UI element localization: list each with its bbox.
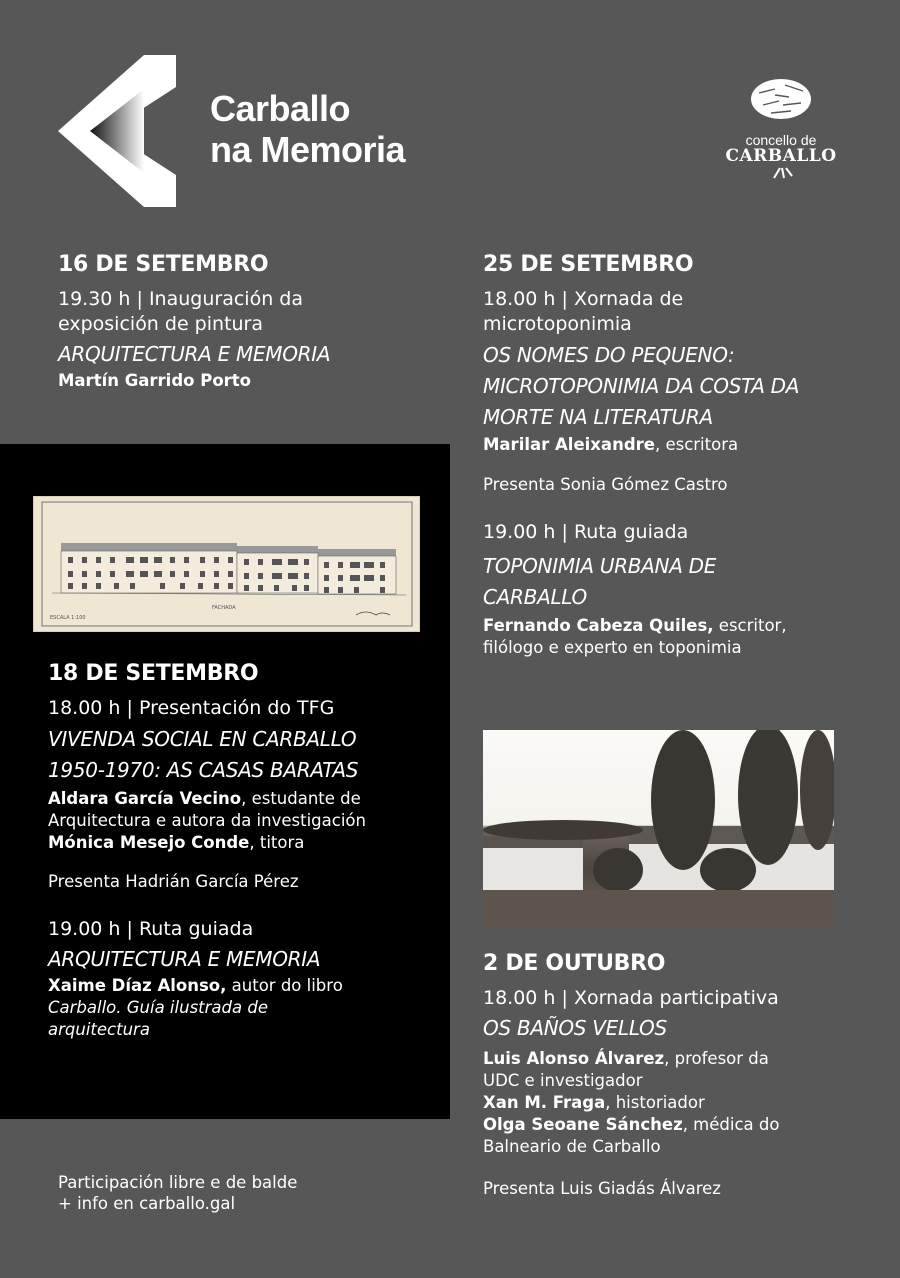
speaker-name: Fernando Cabeza Quiles,	[483, 616, 714, 635]
roots-icon	[766, 166, 796, 180]
time-line: microtoponimia	[483, 313, 632, 335]
event-time	[58, 287, 330, 337]
speaker-name: Martín Garrido Porto	[58, 371, 252, 390]
event-sep16	[58, 251, 330, 392]
title-line: MORTE NA LITERATURA	[483, 405, 713, 429]
event-date: 2 DE OUTUBRO	[483, 951, 666, 976]
speaker-name: Marilar Aleixandre	[483, 435, 655, 454]
carballo-label: CARBALLO	[725, 146, 837, 166]
event-sep18	[48, 660, 443, 1041]
speaker-role: , estudante de	[241, 789, 361, 808]
svg-text:FACHADA: FACHADA	[212, 605, 236, 611]
time-line: 19.30 h | Inauguración da	[58, 288, 303, 310]
carballo-na-memoria-logo-icon	[58, 55, 176, 207]
presenter: Presenta Sonia Gómez Castro	[483, 475, 728, 494]
event-time: 18.00 h | Presentación do TFG	[48, 697, 335, 719]
tree-icon	[745, 75, 817, 125]
event-date: 18 DE SETEMBRO	[48, 661, 259, 686]
event-date: 16 DE SETEMBRO	[58, 252, 269, 277]
event-oct2	[483, 950, 883, 1200]
speaker-role: filólogo e experto en toponimia	[483, 638, 742, 657]
speaker-role: , médica do	[682, 1115, 780, 1134]
building-facade-icon	[34, 497, 419, 631]
title-line: OS NOMES DO PEQUENO:	[483, 343, 735, 367]
event-title: ARQUITECTURA E MEMORIA	[58, 342, 331, 366]
event-date: 25 DE SETEMBRO	[483, 252, 694, 277]
speaker-name: Mónica Mesejo Conde	[48, 833, 250, 852]
title-line: 1950-1970: AS CASAS BARATAS	[48, 758, 359, 782]
svg-text:ESCALA 1:100: ESCALA 1:100	[50, 615, 86, 621]
event-title: OS BAÑOS VELLOS	[483, 1016, 667, 1040]
event-title: ARQUITECTURA E MEMORIA	[48, 947, 321, 971]
facade-drawing-image	[33, 496, 420, 632]
logo-line-1: Carballo	[210, 88, 351, 129]
event-time: 19.00 h | Ruta guiada	[48, 918, 254, 940]
presenter: Presenta Hadrián García Pérez	[48, 872, 299, 891]
event-title	[48, 724, 443, 786]
event-sep25	[483, 251, 883, 659]
title-line: CARBALLO	[483, 585, 587, 609]
speaker-name: Luis Alonso Álvarez	[483, 1049, 665, 1068]
event-time: 18.00 h | Xornada participativa	[483, 987, 779, 1009]
speaker-role: UDC e investigador	[483, 1071, 643, 1090]
speaker-name: Xaime Díaz Alonso,	[48, 976, 227, 995]
title-line: TOPONIMIA URBANA DE	[483, 554, 717, 578]
speakers	[483, 1048, 883, 1158]
event-title	[483, 340, 883, 433]
historic-building-photo-icon	[483, 730, 834, 927]
event-title	[483, 551, 883, 613]
speaker-role: , escritora	[654, 435, 739, 454]
speaker-name: Xan M. Fraga	[483, 1093, 606, 1112]
event-title-logo	[210, 88, 405, 170]
speaker-role: , profesor da	[664, 1049, 769, 1068]
speaker-name: Olga Seoane Sánchez	[483, 1115, 683, 1134]
event-time	[483, 287, 883, 337]
speaker-role: Arquitectura e autora da investigación	[48, 811, 366, 830]
footer-info	[58, 1172, 297, 1214]
time-line: exposición de pintura	[58, 313, 264, 335]
speaker-role: escritor,	[713, 616, 787, 635]
speaker-role: Balneario de Carballo	[483, 1137, 661, 1156]
free-entry-note: Participación libre e de balde	[58, 1173, 298, 1192]
speaker-role: autor do libro	[226, 976, 343, 995]
speaker-role: , historiador	[605, 1093, 705, 1112]
title-line: VIVENDA SOCIAL EN CARBALLO	[48, 727, 357, 751]
speaker-role: , titora	[249, 833, 305, 852]
concello-de-carballo-logo	[725, 75, 837, 184]
banos-vellos-photo	[483, 730, 834, 927]
title-line: MICROTOPONIMIA DA COSTA DA	[483, 374, 800, 398]
speakers	[48, 788, 443, 854]
book-title: arquitectura	[48, 1020, 150, 1039]
time-line: 18.00 h | Xornada de	[483, 288, 684, 310]
speakers	[48, 975, 443, 1041]
more-info-link[interactable]: + info en carballo.gal	[58, 1194, 236, 1213]
speakers	[483, 434, 883, 456]
speaker-name: Aldara García Vecino	[48, 789, 242, 808]
concello-label: concello de	[745, 132, 817, 148]
presenter: Presenta Luis Giadás Álvarez	[483, 1179, 721, 1198]
speakers	[483, 615, 883, 659]
event-time: 19.00 h | Ruta guiada	[483, 521, 689, 543]
logo-line-2: na Memoria	[210, 129, 406, 170]
book-title: Carballo. Guía ilustrada de	[48, 998, 268, 1017]
